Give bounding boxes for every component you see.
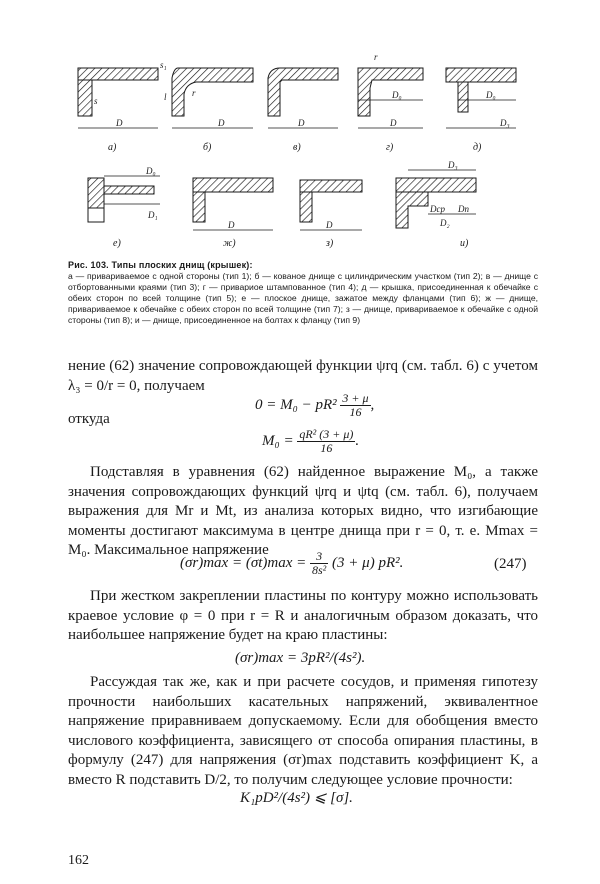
dim-D-a: D bbox=[116, 118, 123, 128]
dim-Dn-i: Dп bbox=[458, 204, 469, 214]
dim-D1-e: D₁ bbox=[148, 210, 158, 220]
panel-label-v: в) bbox=[293, 142, 301, 153]
paragraph-otkuda: откуда bbox=[68, 411, 110, 427]
equation-3 bbox=[180, 550, 403, 577]
dim-s-a: s bbox=[94, 96, 98, 106]
dim-Dcp-i: Dср bbox=[430, 204, 445, 214]
panel-label-a: а) bbox=[108, 142, 117, 153]
equation-3-left: (σr)max = (σt)max = bbox=[180, 554, 307, 571]
panel-label-d: д) bbox=[473, 142, 482, 153]
panel-b-drawing bbox=[164, 68, 253, 153]
panel-i-drawing bbox=[396, 160, 476, 249]
panel-label-e: е) bbox=[113, 238, 121, 249]
dim-D2-i: D₂ bbox=[440, 218, 450, 228]
panel-d-drawing bbox=[446, 68, 516, 153]
panel-zh-drawing bbox=[193, 178, 273, 249]
panel-e-drawing bbox=[88, 166, 160, 249]
equation-3-fraction bbox=[310, 550, 328, 577]
dim-D-zh: D bbox=[228, 220, 235, 230]
caption-title: Рис. 103. Типы плоских днищ (крышек): bbox=[68, 260, 253, 270]
equation-2 bbox=[262, 428, 359, 455]
panel-label-g: г) bbox=[386, 142, 394, 153]
dim-D0-e: D₀ bbox=[146, 166, 156, 176]
equation-3-denominator: 8s² bbox=[312, 563, 327, 577]
equation-1-fraction bbox=[340, 392, 370, 419]
panel-v-drawing bbox=[268, 68, 338, 153]
equation-2-fraction bbox=[297, 428, 355, 455]
dim-r-b: r bbox=[192, 88, 196, 98]
equation-3-number: (247) bbox=[494, 556, 527, 572]
dim-D0-d: D₀ bbox=[486, 90, 496, 100]
equation-4: (σr)max = 3pR²/(4s²). bbox=[235, 650, 366, 666]
caption-text: а — привариваемое с одной стороны (тип 1); б — кованое днище с цилиндрическим участком (тип 2); в — днище с отбортованными краями (тип 3); г — привариое штампованное (тип 4); д — крышка, присоединенная к обечайке с обеих сторон по всей толщине (тип 5); е — плоское днище, зажатое между фланцами (тип 6); ж — днище, привариваемое к обечайке с обеих сторон по всей толщине (тип 7); з — днище, привариваемое к обечайке с одной стороны (тип 8); и — днище, присоединенное на болтах к фланцу (тип 9) bbox=[68, 271, 538, 325]
equation-1-denominator: 16 bbox=[349, 405, 362, 419]
equation-2-left: M₀ = bbox=[262, 432, 294, 449]
panel-z-drawing bbox=[300, 180, 362, 249]
equation-5: K₁pD²/(4s²) ⩽ [σ]. bbox=[240, 790, 353, 806]
equation-2-denominator: 16 bbox=[320, 441, 333, 455]
dim-D-g: D bbox=[390, 118, 397, 128]
equation-1-numerator: 3 + μ bbox=[342, 391, 369, 405]
equation-2-end: . bbox=[355, 432, 360, 449]
dim-r-g: r bbox=[374, 52, 378, 62]
panel-label-b: б) bbox=[203, 142, 212, 153]
paragraph-3: При жестком закреплении пластины по контуру можно использовать краевое условие φ = 0 при r = R и аналогичным образом доказать, что наибольшее напряжение будет на краю пластины: bbox=[68, 588, 538, 643]
equation-3-numerator: 3 bbox=[310, 550, 328, 564]
equation-1-end: , bbox=[370, 396, 375, 413]
equation-1 bbox=[255, 392, 374, 419]
equation-3-right: (3 + μ) pR². bbox=[332, 554, 404, 571]
dim-D0-g: D₀ bbox=[392, 90, 402, 100]
panel-g-drawing bbox=[358, 52, 423, 153]
paragraph-4: Рассуждая так же, как и при расчете сосудов, и применяя гипотезу прочности наибольших касательных напряжений, эквивалентное напряжение приравниваем допускаемому. Если для обобщения вместо числового коэффициента, зависящего от способа опирания пластины, в формулу (247) для напряжения (σr)max подставить коэффициент K, а вместо R подставить D/2, то получим следующее условие прочности: bbox=[68, 674, 538, 788]
panel-label-i: и) bbox=[460, 238, 469, 249]
dim-D3-d: D₃ bbox=[500, 118, 510, 128]
dim-D-b: D bbox=[218, 118, 225, 128]
dim-D-v: D bbox=[298, 118, 305, 128]
page-number: 162 bbox=[68, 853, 89, 868]
dim-l-b: l bbox=[164, 92, 167, 102]
panel-label-z: з) bbox=[326, 238, 334, 249]
figure-drawing bbox=[68, 38, 538, 254]
equation-2-numerator: qR² (3 + μ) bbox=[299, 427, 354, 441]
dim-D3-i: D₃ bbox=[448, 160, 458, 170]
figure-flat-heads bbox=[68, 38, 538, 254]
paragraph-1: нение (62) значение сопровождающей функции ψrq (см. табл. 6) с учетом λ₃ = 0/r = 0, получаем bbox=[68, 358, 538, 394]
dim-D-z: D bbox=[326, 220, 333, 230]
paragraph-2: Подставляя в уравнения (62) найденное выражение M₀, а также значения сопровождающих функций ψrq и ψtq (см. табл. 6), получаем выражения для Mr и Mt, из анализа которых видно, что изгибающие моменты достигают максимума в центре днища при r = 0, т. е. Mmax = M₀. Максимальное напряжение bbox=[68, 464, 538, 558]
panel-label-zh: ж) bbox=[223, 238, 236, 249]
dim-s1-a: s₁ bbox=[160, 60, 167, 70]
figure-caption bbox=[68, 260, 538, 326]
equation-1-left: 0 = M₀ − pR² bbox=[255, 396, 337, 413]
panel-a-drawing bbox=[78, 60, 167, 153]
